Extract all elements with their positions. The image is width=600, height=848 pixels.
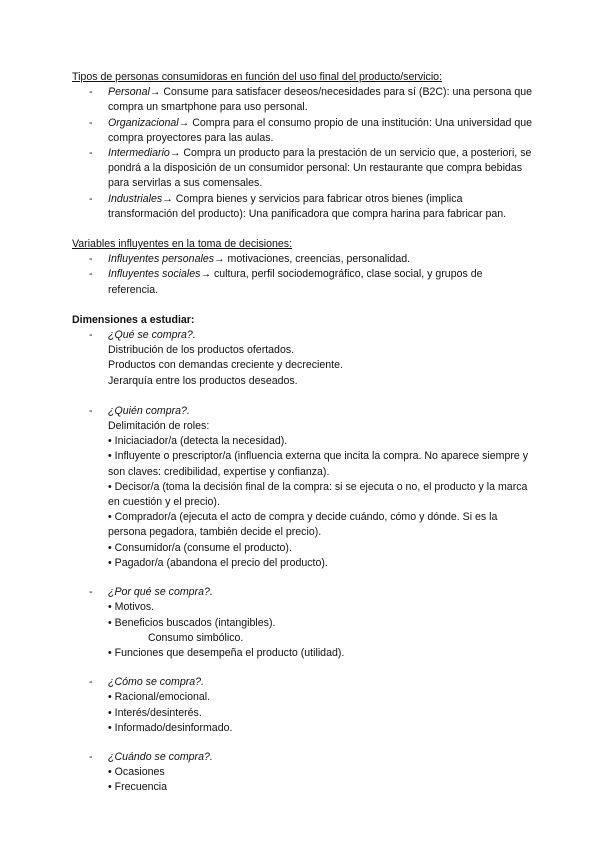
role-line: • Decisor/a (toma la decisión final de la compra: si se ejecuta o no, el producto y la marca en cuestión y el precio). bbox=[108, 480, 528, 509]
line: • Informado/desinformado. bbox=[108, 721, 233, 734]
list-item-organizacional bbox=[72, 116, 532, 146]
role-line: • Consumidor/a (consume el producto). bbox=[108, 541, 292, 554]
list-item-industriales bbox=[72, 192, 532, 222]
term-personal: Personal bbox=[108, 86, 150, 99]
item-text: Compra para el consumo propio de una institución: Una universidad que compra proyectores para las aulas. bbox=[108, 116, 533, 144]
spacer bbox=[72, 298, 532, 313]
line: Productos con demandas creciente y decreciente. bbox=[108, 359, 343, 372]
section-heading-tipos: Tipos de personas consumidoras en función del uso final del producto/servicio: bbox=[72, 71, 443, 83]
role-line: • Comprador/a (ejecuta el acto de compra y decide cuándo, cómo y dónde. Si es la persona pegadora, también decide el precio). bbox=[108, 511, 498, 539]
line: • Motivos. bbox=[108, 601, 155, 614]
question-que-se-compra: - ¿Qué se compra?. bbox=[72, 328, 532, 343]
item-text: Compra un producto para la prestación de un servicio que, a posteriori, se pondrá a la disposición de un consumidor personal: Un restaurante que compra bebidas para servirlas a sus comensales. bbox=[108, 147, 532, 190]
list-item-personal bbox=[72, 85, 532, 115]
arrow: → bbox=[162, 192, 173, 205]
role-line: • Influyente o prescriptor/a (influencia externa que incita la compra. No aparece siempre y son claves: credibilidad, expertise y confianza). bbox=[108, 450, 529, 478]
term-industriales: Industriales bbox=[108, 192, 163, 205]
dimension-que bbox=[72, 328, 532, 343]
role-line: • Iniciaciador/a (detecta la necesidad). bbox=[108, 435, 288, 448]
roles-intro: Delimitación de roles: bbox=[108, 420, 210, 433]
arrow: → bbox=[214, 253, 225, 266]
line: Distribución de los productos ofertados. bbox=[108, 344, 295, 357]
consumer-types-list bbox=[72, 85, 532, 222]
line: • Racional/emocional. bbox=[108, 691, 211, 704]
spacer bbox=[72, 222, 532, 237]
section-heading-variables: Variables influyentes en la toma de decisiones: bbox=[72, 238, 293, 251]
item-text: Compra bienes y servicios para fabricar otros bienes (implica transformación del producto): Una panificadora que compra harina para fabricar pan. bbox=[108, 192, 507, 220]
arrow: → bbox=[169, 147, 181, 160]
document-content bbox=[72, 70, 532, 796]
line: • Funciones que desempeña el producto (utilidad). bbox=[108, 646, 345, 659]
line: Jerarquía entre los productos deseados. bbox=[108, 374, 298, 387]
term-personales: Influyentes personales bbox=[108, 253, 215, 266]
arrow: → bbox=[149, 86, 161, 99]
spacer bbox=[72, 661, 532, 675]
item-text: Consume para satisfacer deseos/necesidades para sí (B2C): una persona que compra un smartphone para uso personal. bbox=[108, 86, 532, 114]
dimension-quien bbox=[72, 404, 532, 419]
question-por-que-se-compra: - ¿Por qué se compra?. bbox=[72, 585, 532, 600]
term-organizacional: Organizacional bbox=[108, 116, 179, 129]
line: • Frecuencia bbox=[108, 781, 168, 794]
arrow: → bbox=[200, 268, 212, 281]
list-item-personales bbox=[72, 252, 532, 267]
arrow: → bbox=[178, 116, 190, 129]
line: • Ocasiones bbox=[108, 766, 165, 779]
term-intermediario: Intermediario bbox=[108, 147, 170, 160]
list-item-intermediario bbox=[72, 146, 532, 192]
variables-list bbox=[72, 252, 532, 298]
section-heading-dimensiones: Dimensiones a estudiar: bbox=[72, 313, 195, 326]
dimension-por-que bbox=[72, 585, 532, 600]
line: • Interés/desinterés. bbox=[108, 706, 202, 719]
item-text: motivaciones, creencias, personalidad. bbox=[224, 253, 411, 266]
question-cuando-se-compra: - ¿Cuándo se compra?. bbox=[72, 750, 532, 765]
spacer bbox=[72, 389, 532, 404]
list-item-sociales bbox=[72, 267, 532, 297]
term-sociales: Influyentes sociales bbox=[108, 268, 201, 281]
spacer bbox=[72, 736, 532, 750]
item-text: cultura, perfil sociodemográfico, clase social, y grupos de referencia. bbox=[108, 268, 483, 296]
dimension-como bbox=[72, 675, 532, 690]
question-como-se-compra: - ¿Cómo se compra?. bbox=[72, 675, 532, 690]
sub-line: Consumo simbólico. bbox=[148, 631, 244, 644]
spacer bbox=[72, 571, 532, 585]
question-quien-compra: - ¿Quién compra?. bbox=[72, 404, 532, 419]
line: • Beneficios buscados (intangibles). bbox=[108, 616, 276, 629]
dimension-cuando bbox=[72, 750, 532, 765]
role-line: • Pagador/a (abandona el precio del producto). bbox=[108, 556, 328, 569]
